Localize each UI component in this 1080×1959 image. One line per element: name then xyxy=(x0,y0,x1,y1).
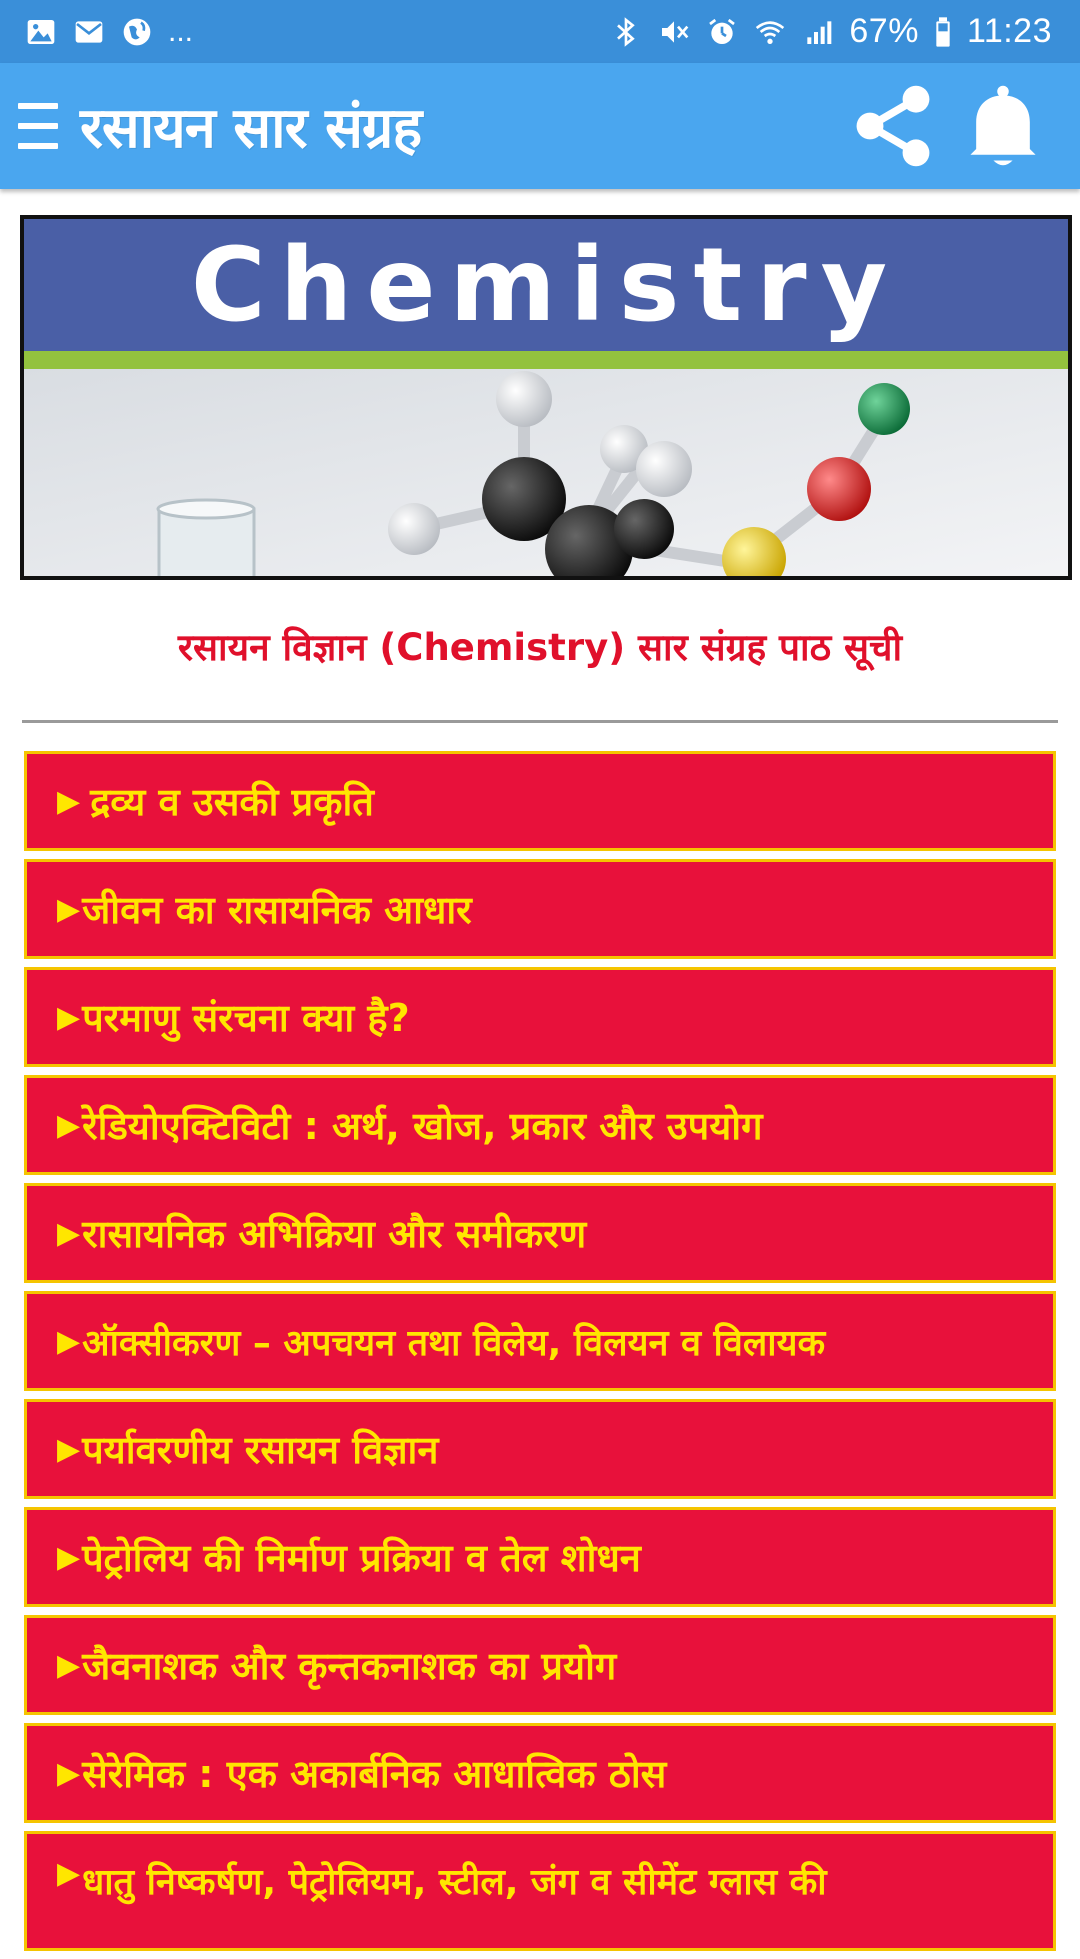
image-icon xyxy=(24,15,58,49)
lesson-label: पर्यावरणीय रसायन विज्ञान xyxy=(82,1428,439,1472)
status-bar xyxy=(0,0,1080,63)
lesson-label: सेरेमिक : एक अकार्बनिक आधात्विक ठोस xyxy=(82,1752,667,1796)
lesson-label: जीवन का रासायनिक आधार xyxy=(82,888,472,932)
lesson-item[interactable] xyxy=(24,1507,1056,1607)
lesson-item[interactable] xyxy=(24,1183,1056,1283)
share-button[interactable] xyxy=(838,71,948,181)
status-left xyxy=(24,15,193,49)
notification-bell-icon xyxy=(957,80,1049,172)
lesson-item[interactable] xyxy=(24,751,1056,851)
lesson-list xyxy=(24,751,1056,1959)
play-arrow-icon: ▶ xyxy=(57,1431,81,1467)
clock: 11:23 xyxy=(966,12,1052,50)
lesson-label: पेट्रोलिय की निर्माण प्रक्रिया व तेल शोधन xyxy=(82,1536,641,1580)
lesson-item[interactable] xyxy=(24,859,1056,959)
lesson-label: रासायनिक अभिक्रिया और समीकरण xyxy=(82,1212,587,1256)
play-arrow-icon: ▶ xyxy=(57,1647,81,1683)
app-title: रसायन सार संग्रह xyxy=(80,96,422,161)
play-arrow-icon: ▶ xyxy=(57,1539,81,1575)
bluetooth-icon xyxy=(609,15,643,49)
divider xyxy=(22,720,1058,723)
lesson-label: जैवनाशक और कृन्तकनाशक का प्रयोग xyxy=(82,1644,617,1688)
chemistry-banner xyxy=(20,215,1072,580)
wifi-icon xyxy=(753,15,787,49)
status-right xyxy=(609,12,1052,51)
alarm-icon xyxy=(705,15,739,49)
banner-stripe xyxy=(24,351,1068,369)
play-arrow-icon: ▶ xyxy=(57,1215,81,1251)
lesson-item[interactable] xyxy=(24,1399,1056,1499)
share-icon xyxy=(847,80,939,172)
lesson-label: रेडियोएक्टिविटी : अर्थ, खोज, प्रकार और उपयोग xyxy=(82,1104,763,1148)
lesson-item[interactable] xyxy=(24,967,1056,1067)
lesson-item[interactable] xyxy=(24,1615,1056,1715)
play-arrow-icon: ▶ xyxy=(57,891,81,927)
lesson-label: धातु निष्कर्षण, पेट्रोलियम, स्टील, जंग व सीमेंट ग्लास की xyxy=(82,1862,827,1903)
mail-icon xyxy=(72,15,106,49)
play-arrow-icon: ▶ xyxy=(57,999,81,1035)
lesson-label: परमाणु संरचना क्या है? xyxy=(82,996,410,1040)
mute-icon xyxy=(657,15,691,49)
lesson-item[interactable] xyxy=(24,1723,1056,1823)
signal-icon xyxy=(801,15,835,49)
lesson-label: द्रव्य व उसकी प्रकृति xyxy=(90,780,374,824)
play-arrow-icon: ▶ xyxy=(57,783,81,819)
battery-percent: 67% xyxy=(849,12,919,50)
lesson-item[interactable] xyxy=(24,1075,1056,1175)
lesson-list-heading: रसायन विज्ञान (Chemistry) सार संग्रह पाठ सूची xyxy=(177,626,903,669)
battery-icon xyxy=(933,15,953,49)
play-arrow-icon: ▶ xyxy=(57,1107,81,1143)
app-bar xyxy=(0,63,1080,189)
globe-icon xyxy=(120,15,154,49)
banner-title-strip xyxy=(24,219,1068,351)
molecule-image xyxy=(24,369,1068,580)
lesson-item[interactable] xyxy=(24,1831,1056,1951)
hamburger-menu-icon[interactable] xyxy=(18,103,58,149)
more-notifications: ... xyxy=(168,14,194,48)
play-arrow-icon: ▶ xyxy=(57,1856,81,1891)
lesson-item[interactable] xyxy=(24,1291,1056,1391)
banner-word: Chemistry xyxy=(190,225,902,345)
play-arrow-icon: ▶ xyxy=(57,1323,81,1359)
notification-button[interactable] xyxy=(948,71,1058,181)
lesson-label: ऑक्सीकरण – अपचयन तथा विलेय, विलयन व विलायक xyxy=(82,1322,826,1364)
play-arrow-icon: ▶ xyxy=(57,1755,81,1791)
